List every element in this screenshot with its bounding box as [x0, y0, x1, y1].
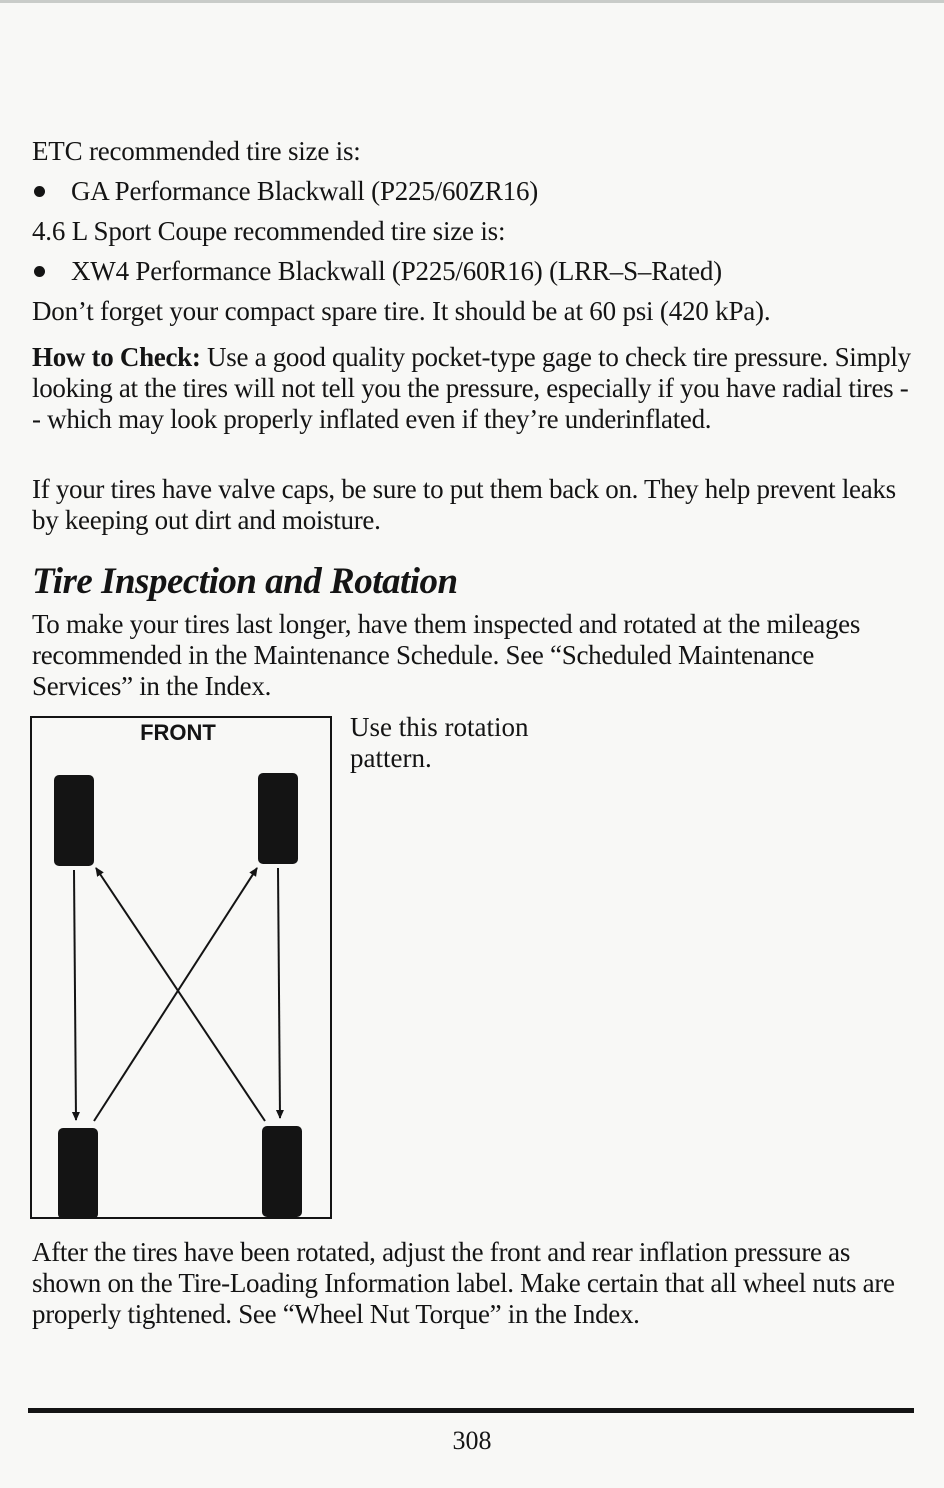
sport-coupe-bullet-item: [32, 256, 722, 287]
how-to-check-paragraph: [32, 342, 912, 435]
front-label: FRONT: [140, 720, 216, 745]
etc-intro: ETC recommended tire size is:: [32, 136, 361, 166]
valve-caps-paragraph: If your tires have valve caps, be sure to put them back on. They help prevent leaks by keeping out dirt and moisture.: [32, 474, 896, 535]
how-to-check-text: Use a good quality pocket-type gage to check tire pressure. Simply looking at the tires will not tell you the pressure, especially if you have radial tires -- which may look properly inflated even if they’re underinflated.: [32, 342, 911, 434]
sport-coupe-intro: 4.6 L Sport Coupe recommended tire size is:: [32, 216, 506, 246]
top-rule: [0, 0, 944, 3]
right-straight-arrow: [278, 868, 280, 1118]
cross-arrow-to-front-left: [96, 868, 265, 1121]
spare-tire-note: Don’t forget your compact spare tire. It should be at 60 psi (420 kPa).: [32, 296, 771, 326]
section-heading: Tire Inspection and Rotation: [32, 561, 458, 602]
how-to-check-label: How to Check:: [32, 342, 201, 372]
diagram-caption: Use this rotation pattern.: [350, 712, 529, 773]
bottom-rule: [28, 1408, 914, 1413]
bullet-icon: [34, 186, 45, 197]
rotation-diagram: [30, 716, 332, 1219]
page-number: 308: [452, 1426, 492, 1455]
rotation-pattern-graphic: [32, 718, 330, 1217]
rear-right-tire: [262, 1126, 302, 1217]
left-straight-arrow: [74, 870, 76, 1120]
front-right-tire: [258, 773, 298, 864]
bullet-icon: [34, 266, 45, 277]
front-left-tire: [54, 775, 94, 866]
section-intro-paragraph: To make your tires last longer, have them inspected and rotated at the mileages recommended in the Maintenance Schedule. See “Scheduled Maintenance Services” in the Index.: [32, 609, 861, 701]
etc-bullet-text: GA Performance Blackwall (P225/60ZR16): [71, 176, 539, 206]
rear-left-tire: [58, 1128, 98, 1217]
sport-coupe-bullet-text: XW4 Performance Blackwall (P225/60R16) (LRR–S–Rated): [71, 256, 722, 286]
after-rotation-paragraph: After the tires have been rotated, adjust the front and rear inflation pressure as shown on the Tire-Loading Information label. Make certain that all wheel nuts are properly tightened. See “Wheel Nut Torque” in the Index.: [32, 1237, 895, 1329]
etc-bullet-item: [32, 176, 538, 207]
cross-arrow-to-front-right: [94, 868, 257, 1121]
